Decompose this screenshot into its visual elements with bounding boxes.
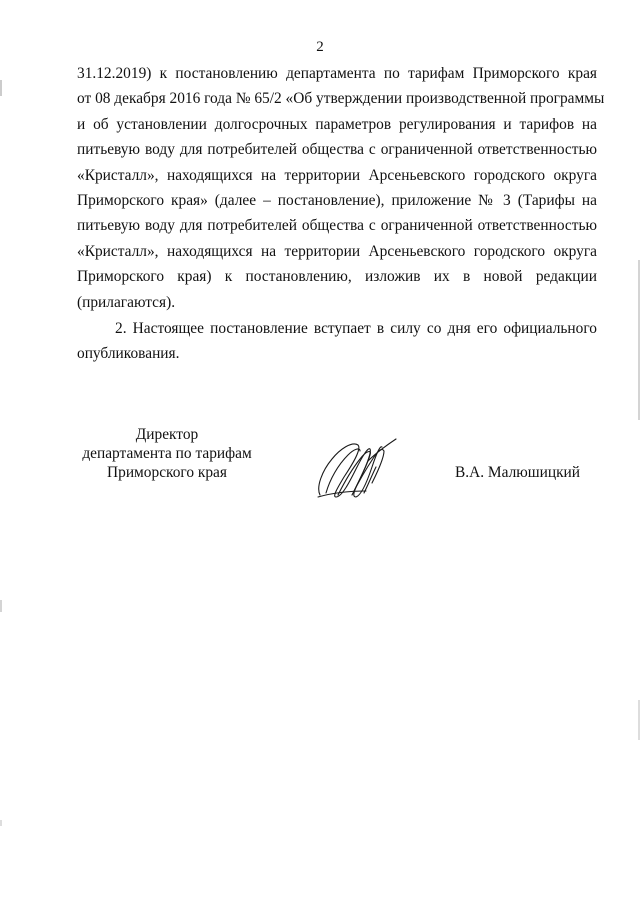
- paragraph-line: 31.12.2019) к постановлению департамента по тарифам Приморского края: [77, 65, 597, 82]
- paragraph-line: (прилагаются).: [77, 293, 176, 311]
- paragraph-line: «Кристалл», находящихся на территории Арсеньевского городского округа: [77, 242, 597, 260]
- page-number: 2: [316, 39, 324, 55]
- signer-name: В.А. Малюшицкий: [455, 464, 581, 481]
- scan-edge-left: [0, 0, 4, 905]
- paragraph-2: [77, 316, 597, 367]
- handwritten-signature: [308, 435, 398, 501]
- paragraph-1: [77, 61, 605, 315]
- position-line: Приморского края: [107, 464, 227, 481]
- document-body: [77, 61, 605, 367]
- signatory-position: [77, 425, 257, 482]
- paragraph-line: от 08 декабря 2016 года № 65/2 «Об утверждении производственной программы: [77, 90, 605, 108]
- paragraph-line: Приморского края) к постановлению, изложив их в новой редакции: [77, 268, 597, 286]
- paragraph-line: опубликования.: [77, 345, 180, 363]
- paragraph-line: Приморского края» (далее – постановление), приложение № 3 (Тарифы на: [77, 192, 597, 210]
- position-line: департамента по тарифам: [82, 445, 252, 462]
- paragraph-line: питьевую воду для потребителей общества с ограниченной ответственностью: [77, 141, 597, 159]
- position-line: Директор: [135, 426, 199, 443]
- paragraph-line: 2. Настоящее постановление вступает в силу со дня его официального: [115, 320, 597, 338]
- paragraph-line: «Кристалл», находящихся на территории Арсеньевского городского округа: [77, 166, 597, 184]
- scan-edge-right: [636, 0, 640, 905]
- paragraph-line: питьевую воду для потребителей общества с ограниченной ответственностью: [77, 217, 597, 235]
- paragraph-line: и об установлении долгосрочных параметров регулирования и тарифов на: [77, 115, 597, 133]
